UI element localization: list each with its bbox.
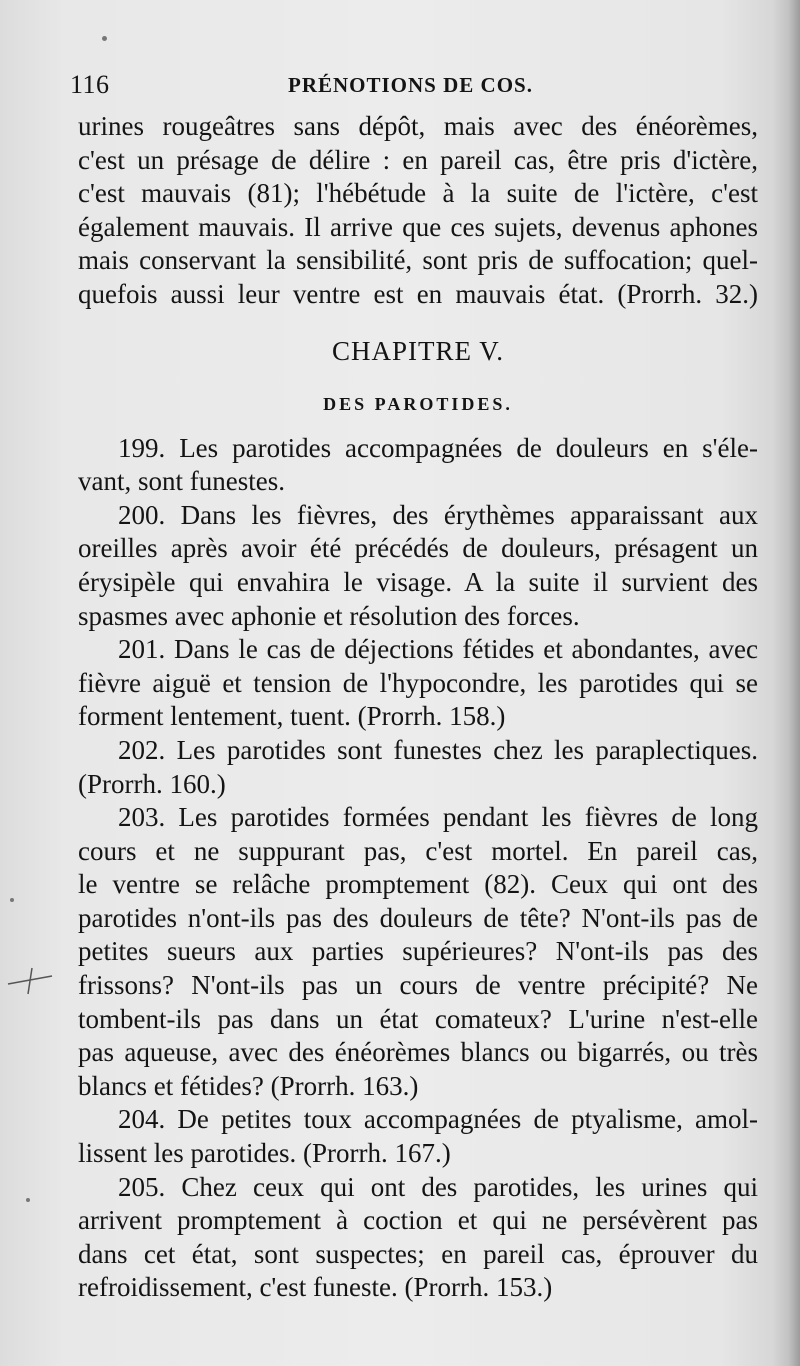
text-line: 204. De petites toux accompagnées de ptyalisme, amol- <box>118 1104 758 1135</box>
text-line: lissent les parotides. (Prorrh. 167.) <box>78 1138 451 1169</box>
text-line: également mauvais. Il arrive que ces sujets, devenus aphones <box>78 211 758 242</box>
page-number: 116 <box>70 70 110 99</box>
text-line: dans cet état, sont suspectes; en pareil cas, éprouver du <box>78 1238 758 1269</box>
ink-speck <box>26 1198 30 1202</box>
paragraph-199 <box>78 432 758 499</box>
ink-speck <box>10 898 14 902</box>
intro-paragraph <box>78 110 758 312</box>
text-line: le ventre se relâche promptement (82). Ceux qui ont des <box>78 869 758 900</box>
text-line: 203. Les parotides formées pendant les fièvres de long <box>118 802 758 833</box>
text-line: forment lentement, tuent. (Prorrh. 158.) <box>78 701 506 732</box>
text-line: c'est mauvais (81); l'hébétude à la suite de l'ictère, c'est <box>78 178 758 209</box>
text-line: cours et ne suppurant pas, c'est mortel. En pareil cas, <box>78 835 758 866</box>
pencil-cross-mark <box>6 966 54 996</box>
text-line: spasmes avec aphonie et résolution des forces. <box>78 600 580 631</box>
paragraph-202 <box>78 734 758 801</box>
text-line: fièvre aiguë et tension de l'hypocondre, les parotides qui se <box>78 667 758 698</box>
text-line: (Prorrh. 160.) <box>78 768 226 799</box>
text-line: oreilles après avoir été précédés de douleurs, présagent un <box>78 533 758 564</box>
text-line: blancs et fétides? (Prorrh. 163.) <box>78 1070 419 1101</box>
text-line: c'est un présage de délire : en pareil cas, être pris d'ictère, <box>78 144 758 175</box>
text-line: petites sueurs aux parties supérieures? N'ont-ils pas des <box>78 936 758 967</box>
text-line: parotides n'ont-ils pas des douleurs de tête? N'ont-ils pas de <box>78 902 758 933</box>
paragraph-201 <box>78 633 758 734</box>
chapter-title: CHAPITRE V. <box>331 335 505 366</box>
ink-speck <box>102 36 107 41</box>
paragraph-204 <box>78 1103 758 1170</box>
text-line: érysipèle qui envahira le visage. A la suite il survient des <box>78 566 758 597</box>
text-line: vant, sont funestes. <box>78 466 285 497</box>
text-line: refroidissement, c'est funeste. (Prorrh. 153.) <box>78 1272 553 1303</box>
page-content <box>70 70 758 1305</box>
paragraph-203 <box>78 801 758 1103</box>
text-line: 205. Chez ceux qui ont des parotides, les urines qui <box>118 1171 758 1202</box>
text-line: urines rougeâtres sans dépôt, mais avec des énéorèmes, <box>78 111 758 141</box>
section-title: DES PAROTIDES. <box>323 393 513 414</box>
running-title: PRÉNOTIONS DE COS. <box>288 73 533 97</box>
text-line: mais conservant la sensibilité, sont pris de suffocation; quel- <box>78 245 758 276</box>
text-line: 202. Les parotides sont funestes chez les paraplectiques. <box>118 734 758 765</box>
text-line: tombent-ils pas dans un état comateux? L'urine n'est-elle <box>78 1003 758 1034</box>
text-line: quefois aussi leur ventre est en mauvais état. (Prorrh. 32.) <box>78 278 758 309</box>
paragraph-200 <box>78 499 758 633</box>
text-line: frissons? N'ont-ils pas un cours de ventre précipité? Ne <box>78 970 758 1001</box>
text-line: 199. Les parotides accompagnées de douleurs en s'éle- <box>118 432 758 463</box>
text-line: pas aqueuse, avec des énéorèmes blancs ou bigarrés, ou très <box>78 1037 758 1068</box>
text-line: 200. Dans les fièvres, des érythèmes apparaissant aux <box>118 499 758 530</box>
gutter-shadow <box>772 0 800 1366</box>
paragraph-205 <box>78 1171 758 1305</box>
running-head <box>70 70 758 110</box>
text-line: 201. Dans le cas de déjections fétides et abondantes, avec <box>118 634 758 665</box>
text-line: arrivent promptement à coction et qui ne persévèrent pas <box>78 1205 758 1236</box>
